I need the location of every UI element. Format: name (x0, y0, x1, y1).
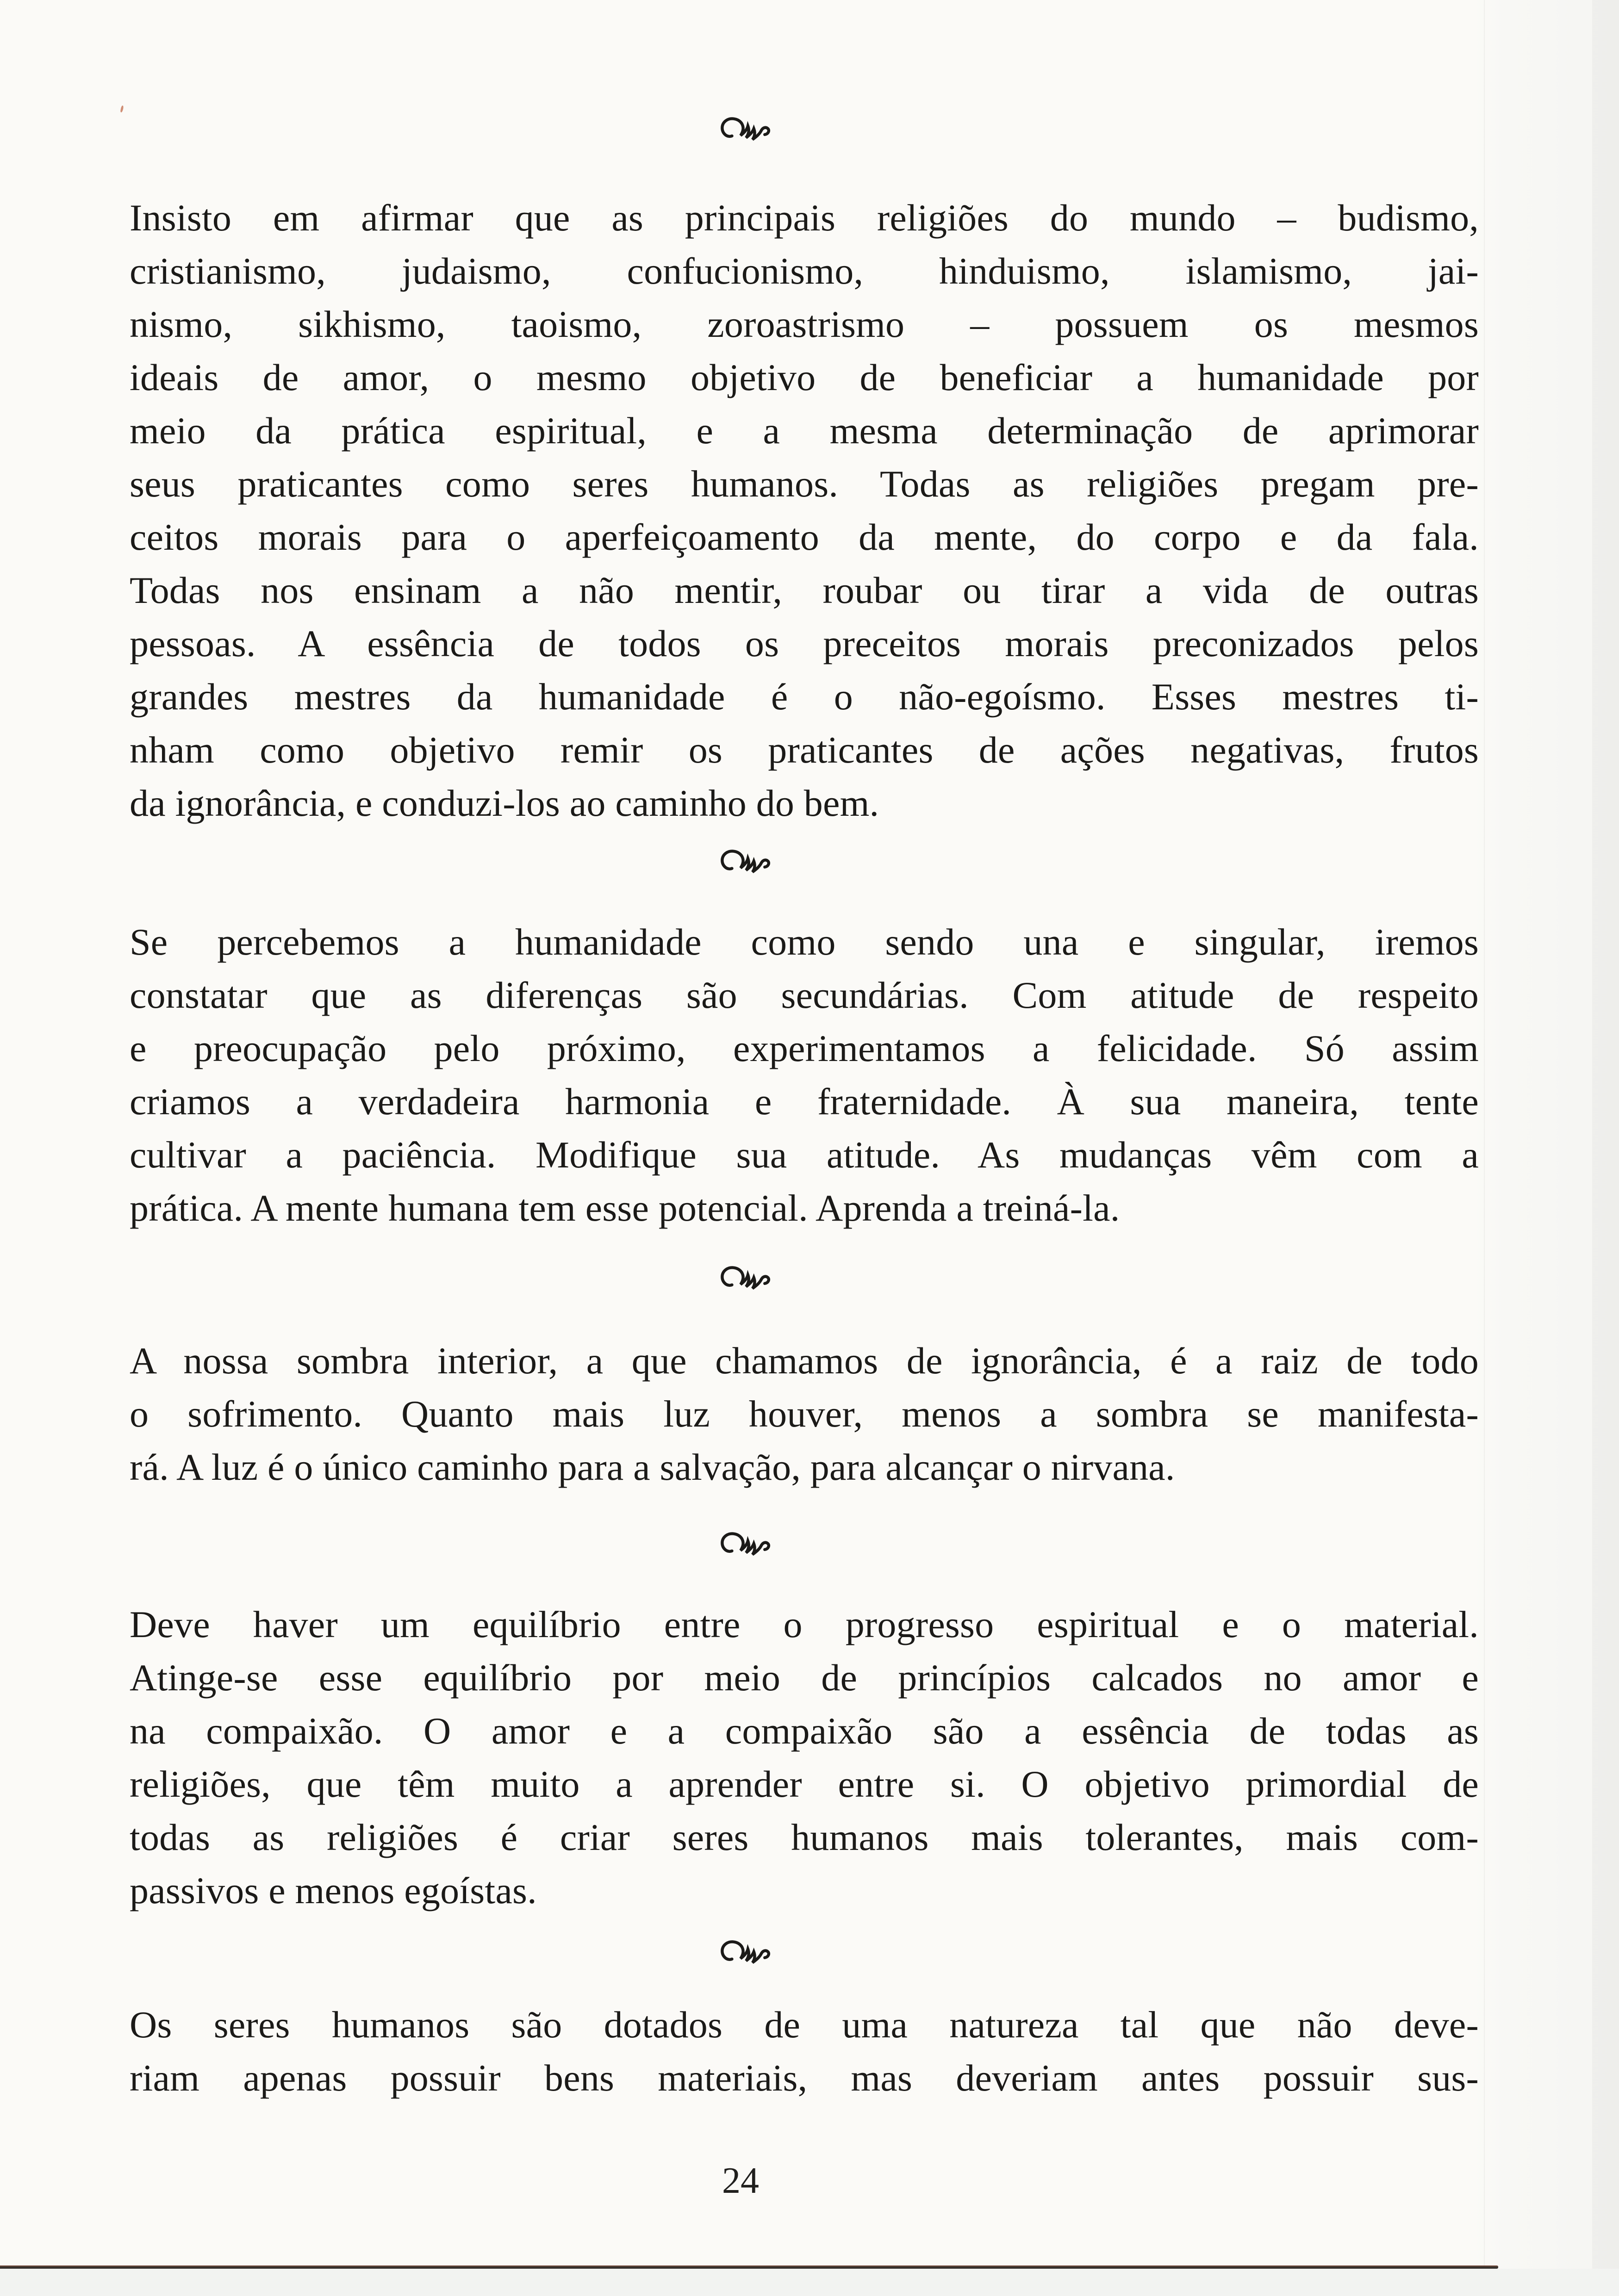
text-line: religiões, que têm muito a aprender entre si. O objetivo primordial de (130, 1763, 1479, 1805)
text-line: constatar que as diferenças são secundárias. Com atitude de respeito (130, 974, 1479, 1016)
quote-paragraph (130, 191, 1479, 830)
text-line: Insisto em afirmar que as principais religiões do mundo – budismo, (130, 197, 1479, 239)
text-line: grandes mestres da humanidade é o não-egoísmo. Esses mestres ti- (130, 676, 1479, 718)
text-line: A nossa sombra interior, a que chamamos de ignorância, é a raiz de todo (130, 1340, 1479, 1382)
text-line: o sofrimento. Quanto mais luz houver, menos a sombra se manifesta- (130, 1393, 1479, 1435)
text-line: passivos e menos egoístas. (130, 1869, 537, 1911)
text-line: ideais de amor, o mesmo objetivo de beneficiar a humanidade por (130, 356, 1479, 398)
text-line: riam apenas possuir bens materiais, mas deveriam antes possuir sus- (130, 2057, 1479, 2099)
text-line: e preocupação pelo próximo, experimentamos a felicidade. Só assim (130, 1027, 1479, 1069)
text-line: nham como objetivo remir os praticantes de ações negativas, frutos (130, 729, 1479, 771)
text-line: cultivar a paciência. Modifique sua atitude. As mudanças vêm com a (130, 1134, 1479, 1176)
fleuron-ornament (718, 116, 772, 143)
text-line: criamos a verdadeira harmonia e fraternidade. À sua maneira, tente (130, 1080, 1479, 1123)
text-line: cristianismo, judaismo, confucionismo, hinduismo, islamismo, jai- (130, 250, 1479, 292)
text-line: todas as religiões é criar seres humanos mais tolerantes, mais com- (130, 1816, 1479, 1858)
scan-edge-line (0, 2265, 1498, 2269)
fleuron-swash-icon (718, 1265, 772, 1291)
text-line: Se percebemos a humanidade como sendo una e singular, iremos (130, 921, 1479, 963)
text-line: ceitos morais para o aperfeiçoamento da mente, do corpo e da fala. (130, 516, 1479, 558)
page-number: 24 (722, 2160, 759, 2201)
scan-margin-below (0, 2269, 1619, 2296)
text-line: seus praticantes como seres humanos. Todas as religiões pregam pre- (130, 463, 1479, 505)
quote-paragraph (130, 1334, 1479, 1494)
quote-paragraph (130, 1598, 1479, 1917)
page-edge-shadow (1592, 0, 1619, 2296)
text-line: meio da prática espiritual, e a mesma determinação de aprimorar (130, 410, 1479, 452)
text-line: Todas nos ensinam a não mentir, roubar ou tirar a vida de outras (130, 569, 1479, 611)
text-line: prática. A mente humana tem esse potencial. Aprenda a treiná-la. (130, 1187, 1120, 1229)
page-edge-line (1484, 0, 1485, 2296)
fleuron-swash-icon (718, 1531, 772, 1558)
quote-paragraph (130, 915, 1479, 1235)
text-line: pessoas. A essência de todos os preceitos morais preconizados pelos (130, 622, 1479, 664)
fleuron-ornament (718, 848, 772, 875)
scan-artifact-speck (120, 105, 124, 113)
text-line: Deve haver um equilíbrio entre o progresso espiritual e o material. (130, 1603, 1479, 1645)
text-line: da ignorância, e conduzi-los ao caminho do bem. (130, 782, 879, 824)
fleuron-swash-icon (718, 848, 772, 875)
text-line: nismo, sikhismo, taoismo, zoroastrismo – possuem os mesmos (130, 303, 1479, 345)
fleuron-swash-icon (718, 1939, 772, 1966)
fleuron-ornament (718, 1531, 772, 1558)
fleuron-ornament (718, 1265, 772, 1291)
text-line: Os seres humanos são dotados de uma natureza tal que não deve- (130, 2004, 1479, 2046)
text-line: Atinge-se esse equilíbrio por meio de princípios calcados no amor e (130, 1657, 1479, 1699)
quote-paragraph (130, 1998, 1479, 2104)
fleuron-ornament (718, 1939, 772, 1966)
text-line: rá. A luz é o único caminho para a salvação, para alcançar o nirvana. (130, 1446, 1175, 1488)
fleuron-swash-icon (718, 116, 772, 143)
text-line: na compaixão. O amor e a compaixão são a essência de todas as (130, 1710, 1479, 1752)
